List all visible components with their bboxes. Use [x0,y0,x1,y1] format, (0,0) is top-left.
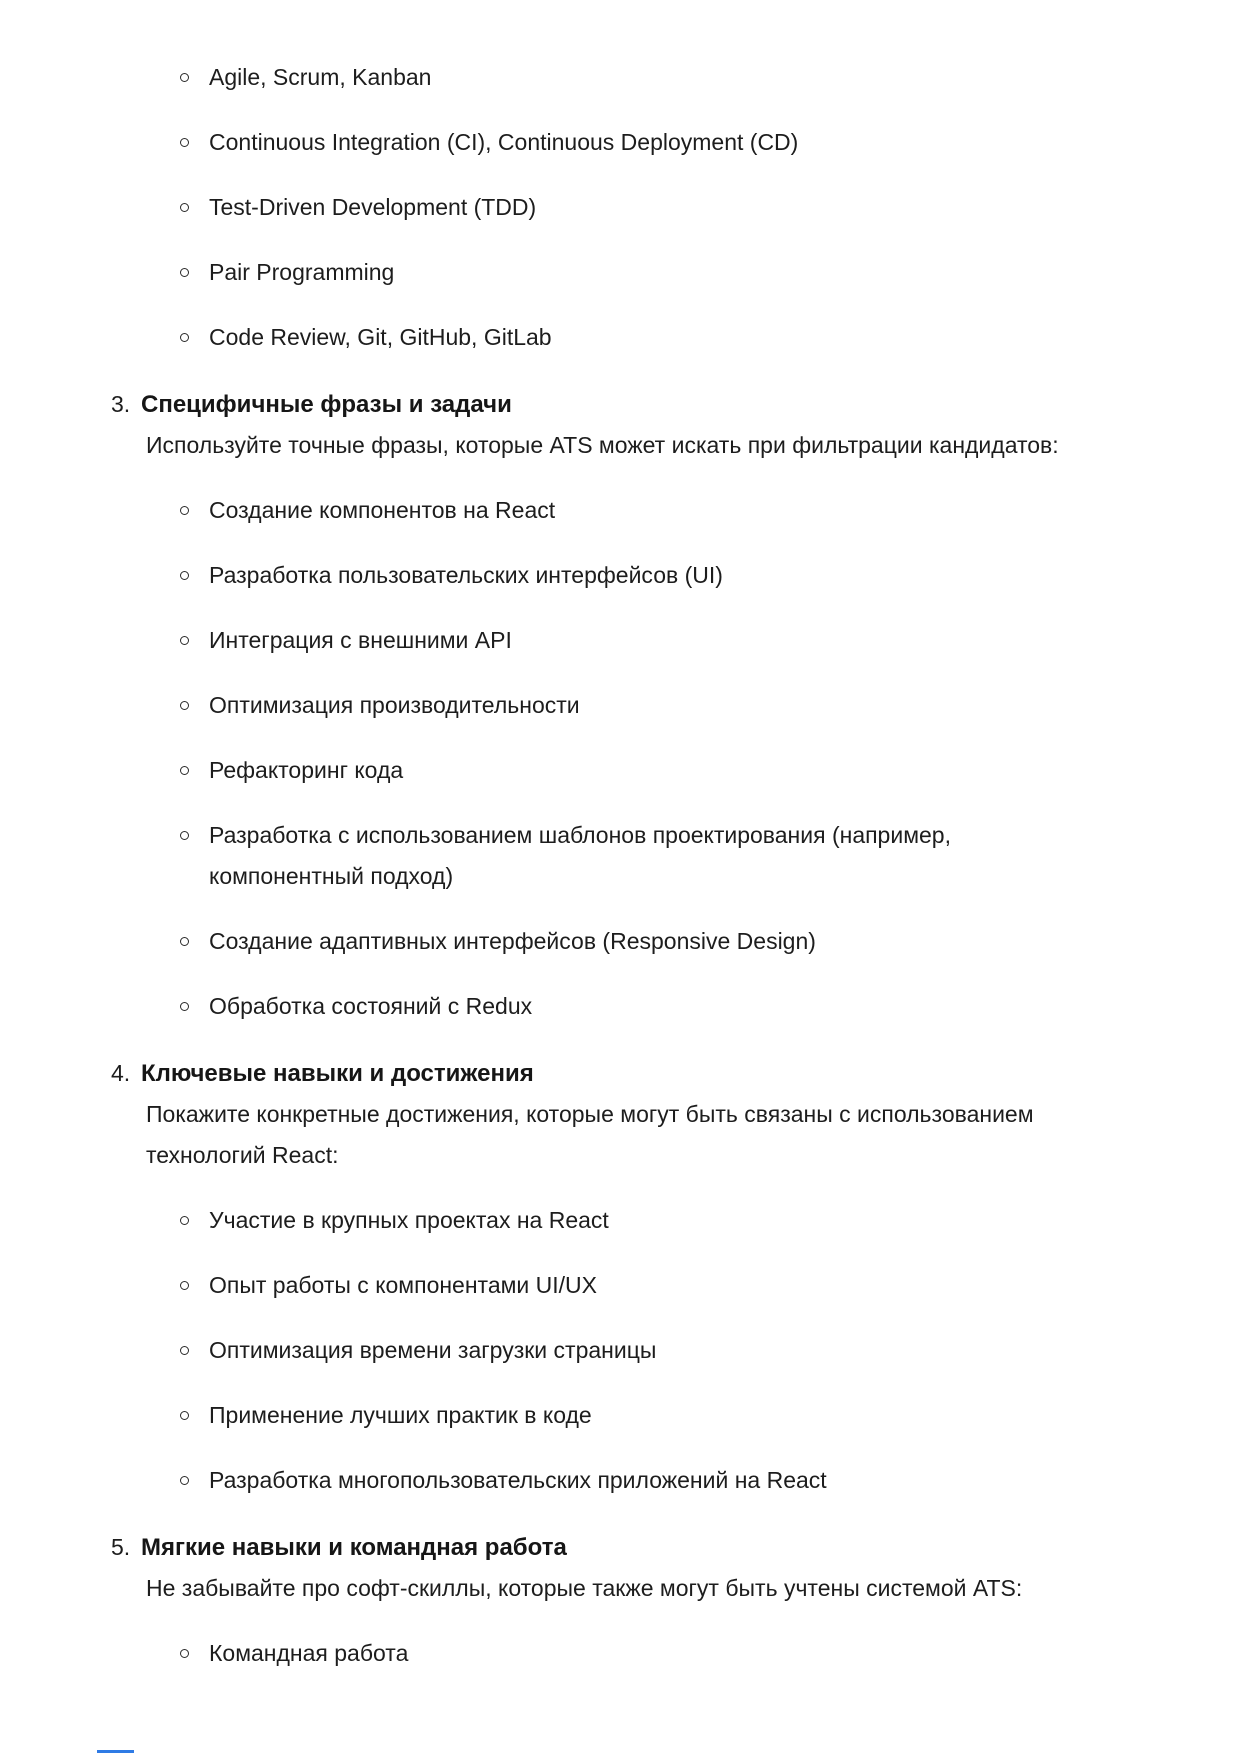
list-item-text: Командная работа [209,1640,409,1666]
description-line: Покажите конкретные достижения, которые могут быть связаны с использованием [146,1101,1034,1127]
list-item [209,1395,1209,1436]
section-bullet-list [146,1633,1209,1674]
list-item-text: компонентный подход) [209,863,454,889]
intro-bullet-list [146,57,1209,358]
list-item [209,1330,1209,1371]
list-item [209,1200,1209,1241]
list-item [209,815,1209,897]
section-title: Ключевые навыки и достижения [141,1060,534,1087]
section-description [146,1094,1209,1176]
circle-bullet-icon [180,1476,189,1485]
circle-bullet-icon [180,831,189,840]
section-title: Мягкие навыки и командная работа [141,1534,567,1561]
list-item-text: Рефакторинг кода [209,757,404,783]
circle-bullet-icon [180,766,189,775]
section-description [146,1568,1209,1609]
description-line: технологий React: [146,1142,339,1168]
list-item [209,1633,1209,1674]
section-soft-skills [111,1527,1209,1674]
list-item-text: Test-Driven Development (TDD) [209,194,537,220]
section-title: Специфичные фразы и задачи [141,391,512,418]
circle-bullet-icon [180,1216,189,1225]
circle-bullet-icon [180,1002,189,1011]
list-item [209,986,1209,1027]
list-item-text: Оптимизация производительности [209,692,580,718]
list-item-text: Участие в крупных проектах на React [209,1207,609,1233]
list-item-text: Разработка с использованием шаблонов проектирования (например, [209,822,951,848]
list-item [209,685,1209,726]
circle-bullet-icon [180,1649,189,1658]
list-item [209,555,1209,596]
list-item [209,317,1209,358]
circle-bullet-icon [180,506,189,515]
list-item-text: Pair Programming [209,259,395,285]
section-description [146,425,1209,466]
circle-bullet-icon [180,636,189,645]
circle-bullet-icon [180,571,189,580]
list-item-text: Continuous Integration (CI), Continuous Deployment (CD) [209,129,799,155]
list-item-text: Разработка пользовательских интерфейсов (UI) [209,562,723,588]
list-item-text: Создание адаптивных интерфейсов (Responsive Design) [209,928,816,954]
list-item [209,1265,1209,1306]
list-item [209,490,1209,531]
section-heading [111,1053,1209,1094]
list-item [209,187,1209,228]
list-item-text: Code Review, Git, GitHub, GitLab [209,324,552,350]
list-item-text: Интеграция с внешними API [209,627,512,653]
list-item-text: Применение лучших практик в коде [209,1402,592,1428]
list-item-text: Обработка состояний с Redux [209,993,533,1019]
section-heading [111,1527,1209,1568]
description-line: Не забывайте про софт-скиллы, которые также могут быть учтены системой ATS: [146,1575,1023,1601]
section-bullet-list [146,490,1209,1027]
list-item [209,921,1209,962]
list-item [209,620,1209,661]
list-item-text: Разработка многопользовательских приложений на React [209,1467,827,1493]
circle-bullet-icon [180,138,189,147]
circle-bullet-icon [180,701,189,710]
list-item [209,750,1209,791]
list-item-text: Опыт работы с компонентами UI/UX [209,1272,598,1298]
list-item [209,1460,1209,1501]
section-number: 5. [111,1534,131,1560]
circle-bullet-icon [180,1281,189,1290]
circle-bullet-icon [180,1411,189,1420]
list-item [209,122,1209,163]
circle-bullet-icon [180,333,189,342]
section-bullet-list [146,1200,1209,1501]
section-heading [111,384,1209,425]
circle-bullet-icon [180,203,189,212]
list-item-text: Создание компонентов на React [209,497,556,523]
section-specific-phrases [111,384,1209,1027]
circle-bullet-icon [180,1346,189,1355]
list-item [209,252,1209,293]
circle-bullet-icon [180,73,189,82]
list-item-text: Оптимизация времени загрузки страницы [209,1337,657,1363]
description-line: Используйте точные фразы, которые ATS может искать при фильтрации кандидатов: [146,432,1059,458]
section-number: 3. [111,391,131,417]
section-key-skills [111,1053,1209,1501]
list-item [209,57,1209,98]
list-item-text: Agile, Scrum, Kanban [209,64,432,90]
circle-bullet-icon [180,937,189,946]
section-number: 4. [111,1060,131,1086]
circle-bullet-icon [180,268,189,277]
